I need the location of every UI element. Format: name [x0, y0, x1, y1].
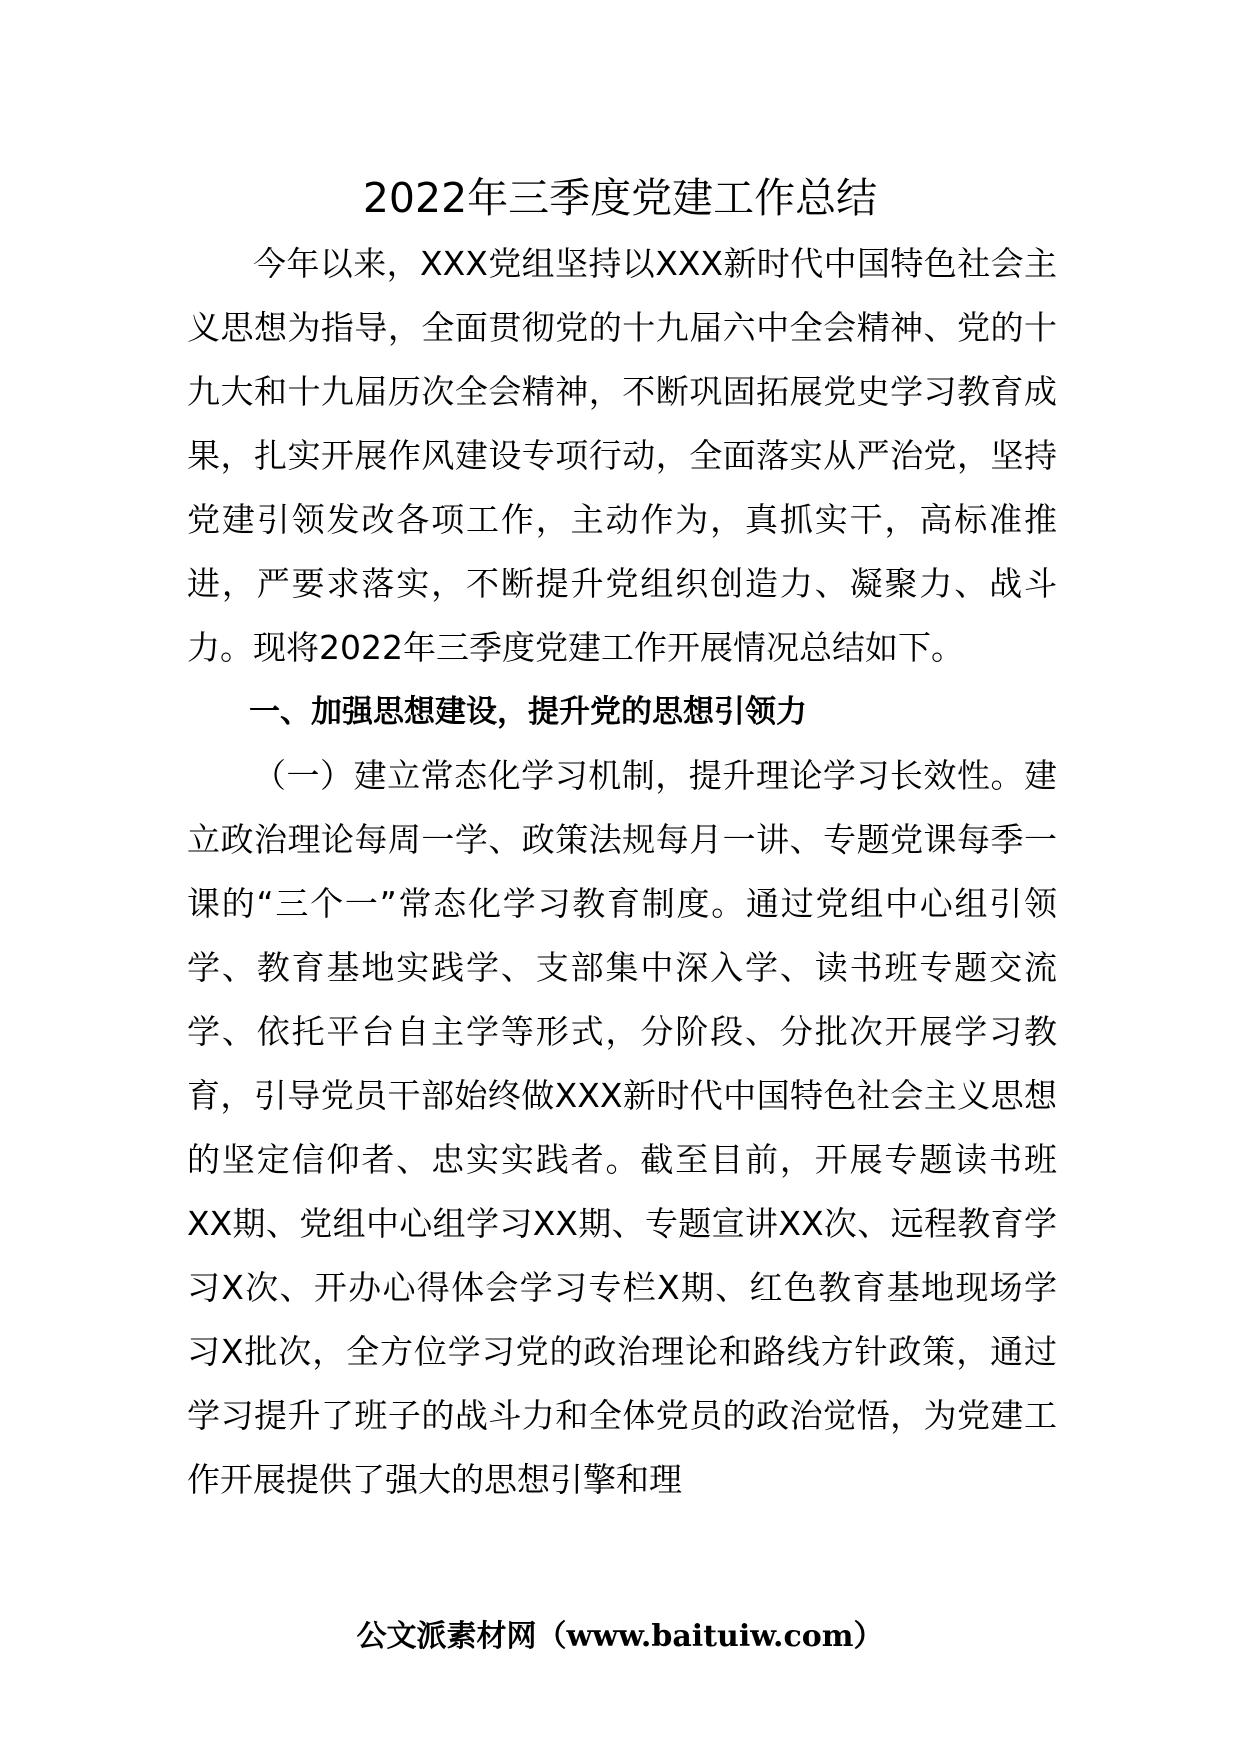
document-title: 2022年三季度党建工作总结	[362, 174, 878, 222]
document-body	[187, 232, 1057, 1512]
footer-watermark: 公文派素材网（www.baituiw.com）	[356, 1619, 884, 1654]
intro-paragraph: 今年以来，XXX党组坚持以XXX新时代中国特色社会主义思想为指导，全面贯彻党的十九届六中全会精神、党的十九大和十九届历次全会精神，不断巩固拓展党史学习教育成果，扎实开展作风建设专项行动，全面落实从严治党，坚持党建引领发改各项工作，主动作为，真抓实干，高标准推进，严要求落实，不断提升党组织创造力、凝聚力、战斗力。现将2022年三季度党建工作开展情况总结如下。	[187, 244, 1057, 667]
subsection-paragraph-1: （一）建立常态化学习机制，提升理论学习长效性。建立政治理论每周一学、政策法规每月一讲、专题党课每季一课的“三个一”常态化学习教育制度。通过党组中心组引领学、教育基地实践学、支部集中深入学、读书班专题交流学、依托平台自主学等形式，分阶段、分批次开展学习教育，引导党员干部始终做XXX新时代中国特色社会主义思想的坚定信仰者、忠实实践者。截至目前，开展专题读书班XX期、党组中心组学习XX期、专题宣讲XX次、远程教育学习X次、开办心得体会学习专栏X期、红色教育基地现场学习X批次，全方位学习党的政治理论和路线方针政策，通过学习提升了班子的战斗力和全体党员的政治觉悟，为党建工作开展提供了强大的思想引擎和理	[187, 756, 1057, 1499]
section-heading-1: 一、加强思想建设，提升党的思想引领力	[249, 694, 807, 730]
